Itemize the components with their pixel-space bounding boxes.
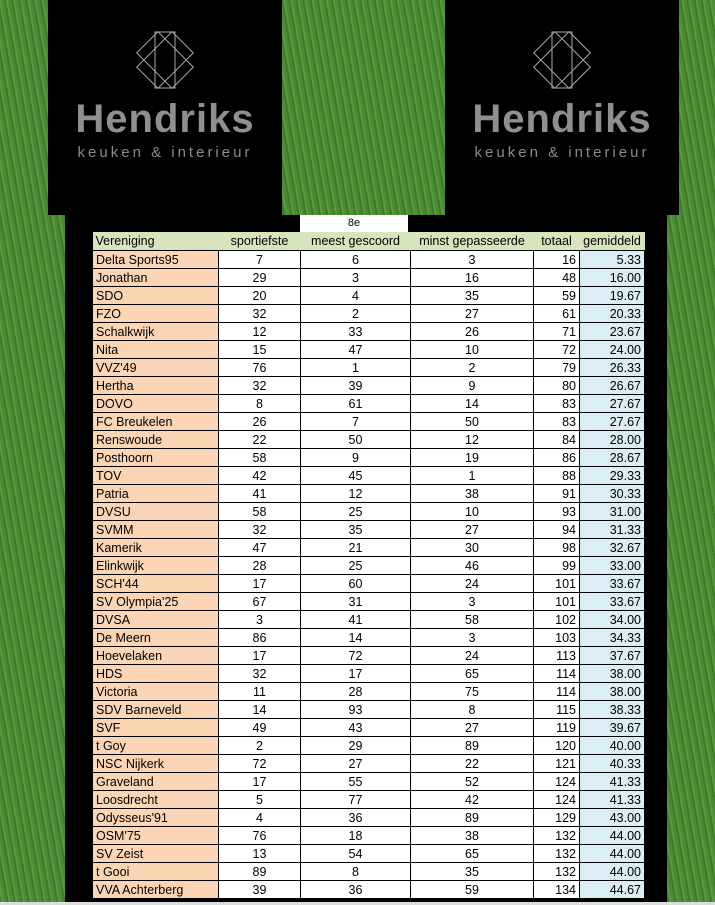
gemiddeld-value: 34.00 [580,611,645,629]
table-row [93,665,645,683]
club-name: SDV Barneveld [93,701,219,719]
gemiddeld-value: 28.67 [580,449,645,467]
gemiddeld-value: 40.33 [580,755,645,773]
meest-gescoord-value: 54 [301,845,411,863]
meest-gescoord-value: 47 [301,341,411,359]
table-row [93,773,645,791]
club-name: Loosdrecht [93,791,219,809]
gemiddeld-value: 27.67 [580,413,645,431]
totaal-value: 102 [534,611,580,629]
totaal-value: 101 [534,593,580,611]
meest-gescoord-value: 3 [301,269,411,287]
club-name: VVA Achterberg [93,881,219,899]
sportiefste-value: 26 [219,413,301,431]
totaal-value: 124 [534,791,580,809]
sportiefste-value: 14 [219,701,301,719]
sportiefste-value: 32 [219,665,301,683]
totaal-value: 99 [534,557,580,575]
table-row [93,269,645,287]
gemiddeld-value: 33.00 [580,557,645,575]
sportiefste-value: 76 [219,827,301,845]
table-row [93,521,645,539]
sportiefste-value: 29 [219,269,301,287]
club-name: SV Zeist [93,845,219,863]
gemiddeld-value: 31.33 [580,521,645,539]
totaal-value: 79 [534,359,580,377]
header-sportiefste: sportiefste [219,232,301,251]
totaal-value: 132 [534,863,580,881]
meest-gescoord-value: 27 [301,755,411,773]
totaal-value: 98 [534,539,580,557]
club-name: Jonathan [93,269,219,287]
meest-gescoord-value: 25 [301,503,411,521]
sportiefste-value: 41 [219,485,301,503]
table-row [93,629,645,647]
meest-gescoord-value: 8 [301,863,411,881]
sportiefste-value: 17 [219,647,301,665]
gemiddeld-value: 38.00 [580,683,645,701]
minst-gepasseerde-value: 27 [411,719,534,737]
meest-gescoord-value: 7 [301,413,411,431]
club-name: Kamerik [93,539,219,557]
club-name: OSM'75 [93,827,219,845]
sportiefste-value: 11 [219,683,301,701]
club-name: Patria [93,485,219,503]
gemiddeld-value: 44.00 [580,827,645,845]
totaal-value: 94 [534,521,580,539]
totaal-value: 86 [534,449,580,467]
club-name: DVSA [93,611,219,629]
sportiefste-value: 47 [219,539,301,557]
table-row [93,827,645,845]
table-row [93,593,645,611]
logo-brand: Hendriks [472,97,652,141]
table-row [93,413,645,431]
club-name: Delta Sports95 [93,251,219,269]
totaal-value: 72 [534,341,580,359]
table-row [93,575,645,593]
header-minst-gepasseerde: minst gepasseerde [411,232,534,251]
meest-gescoord-value: 33 [301,323,411,341]
logo-mark-icon [527,30,597,90]
meest-gescoord-value: 77 [301,791,411,809]
minst-gepasseerde-value: 22 [411,755,534,773]
totaal-value: 124 [534,773,580,791]
table-row [93,845,645,863]
club-name: Victoria [93,683,219,701]
club-name: t Goy [93,737,219,755]
standings-table [92,232,645,899]
logo-brand: Hendriks [75,97,255,141]
meest-gescoord-value: 39 [301,377,411,395]
club-name: SDO [93,287,219,305]
meest-gescoord-value: 41 [301,611,411,629]
minst-gepasseerde-value: 52 [411,773,534,791]
gemiddeld-value: 24.00 [580,341,645,359]
sportiefste-value: 32 [219,305,301,323]
club-name: TOV [93,467,219,485]
gemiddeld-value: 19.67 [580,287,645,305]
sportiefste-value: 5 [219,791,301,809]
header-totaal: totaal [534,232,580,251]
table-row [93,467,645,485]
sportiefste-value: 8 [219,395,301,413]
gemiddeld-value: 26.67 [580,377,645,395]
gemiddeld-value: 34.33 [580,629,645,647]
minst-gepasseerde-value: 16 [411,269,534,287]
table-row [93,305,645,323]
gemiddeld-value: 27.67 [580,395,645,413]
minst-gepasseerde-value: 14 [411,395,534,413]
meest-gescoord-value: 45 [301,467,411,485]
logo-tagline: keuken & interieur [77,144,253,161]
totaal-value: 48 [534,269,580,287]
minst-gepasseerde-value: 27 [411,305,534,323]
club-name: Schalkwijk [93,323,219,341]
gemiddeld-value: 41.33 [580,773,645,791]
logo-mark-icon [130,30,200,90]
club-name: FZO [93,305,219,323]
table-row [93,881,645,899]
minst-gepasseerde-value: 65 [411,845,534,863]
sportiefste-value: 89 [219,863,301,881]
table-row [93,647,645,665]
minst-gepasseerde-value: 30 [411,539,534,557]
table-row [93,809,645,827]
gemiddeld-value: 23.67 [580,323,645,341]
gemiddeld-value: 44.00 [580,863,645,881]
totaal-value: 114 [534,665,580,683]
table-row [93,863,645,881]
sportiefste-value: 17 [219,773,301,791]
meest-gescoord-value: 18 [301,827,411,845]
totaal-value: 59 [534,287,580,305]
gemiddeld-value: 33.67 [580,593,645,611]
gemiddeld-value: 32.67 [580,539,645,557]
minst-gepasseerde-value: 27 [411,521,534,539]
minst-gepasseerde-value: 24 [411,575,534,593]
table-row [93,341,645,359]
table-row [93,377,645,395]
meest-gescoord-value: 29 [301,737,411,755]
table-row [93,359,645,377]
minst-gepasseerde-value: 38 [411,485,534,503]
table-row [93,557,645,575]
minst-gepasseerde-value: 75 [411,683,534,701]
sportiefste-value: 86 [219,629,301,647]
table-row [93,539,645,557]
club-name: Hertha [93,377,219,395]
totaal-value: 103 [534,629,580,647]
gemiddeld-value: 29.33 [580,467,645,485]
minst-gepasseerde-value: 58 [411,611,534,629]
meest-gescoord-value: 36 [301,809,411,827]
club-name: SV Olympia'25 [93,593,219,611]
totaal-value: 61 [534,305,580,323]
club-name: VVZ'49 [93,359,219,377]
minst-gepasseerde-value: 24 [411,647,534,665]
table-row [93,683,645,701]
gemiddeld-value: 26.33 [580,359,645,377]
totaal-value: 121 [534,755,580,773]
sportiefste-value: 17 [219,575,301,593]
meest-gescoord-value: 6 [301,251,411,269]
minst-gepasseerde-value: 19 [411,449,534,467]
meest-gescoord-value: 25 [301,557,411,575]
meest-gescoord-value: 4 [301,287,411,305]
totaal-value: 84 [534,431,580,449]
club-name: SVMM [93,521,219,539]
sportiefste-value: 12 [219,323,301,341]
sportiefste-value: 20 [219,287,301,305]
minst-gepasseerde-value: 35 [411,287,534,305]
meest-gescoord-value: 28 [301,683,411,701]
table-row [93,323,645,341]
meest-gescoord-value: 14 [301,629,411,647]
totaal-value: 134 [534,881,580,899]
gemiddeld-value: 28.00 [580,431,645,449]
sportiefste-value: 32 [219,377,301,395]
gemiddeld-value: 5.33 [580,251,645,269]
table-row [93,791,645,809]
table-row [93,485,645,503]
gemiddeld-value: 30.33 [580,485,645,503]
totaal-value: 129 [534,809,580,827]
club-name: Renswoude [93,431,219,449]
club-name: HDS [93,665,219,683]
meest-gescoord-value: 12 [301,485,411,503]
minst-gepasseerde-value: 12 [411,431,534,449]
totaal-value: 119 [534,719,580,737]
meest-gescoord-value: 31 [301,593,411,611]
minst-gepasseerde-value: 50 [411,413,534,431]
gemiddeld-value: 37.67 [580,647,645,665]
sportiefste-value: 28 [219,557,301,575]
minst-gepasseerde-value: 3 [411,629,534,647]
totaal-value: 115 [534,701,580,719]
sportiefste-value: 32 [219,521,301,539]
club-name: De Meern [93,629,219,647]
club-name: Hoevelaken [93,647,219,665]
table-row [93,719,645,737]
minst-gepasseerde-value: 2 [411,359,534,377]
minst-gepasseerde-value: 10 [411,503,534,521]
meest-gescoord-value: 9 [301,449,411,467]
sportiefste-value: 72 [219,755,301,773]
meest-gescoord-value: 50 [301,431,411,449]
minst-gepasseerde-value: 89 [411,737,534,755]
totaal-value: 120 [534,737,580,755]
minst-gepasseerde-value: 46 [411,557,534,575]
minst-gepasseerde-value: 26 [411,323,534,341]
table-row [93,431,645,449]
header-gemiddeld: gemiddeld [580,232,645,251]
gemiddeld-value: 31.00 [580,503,645,521]
totaal-value: 83 [534,395,580,413]
sportiefste-value: 67 [219,593,301,611]
table-row [93,395,645,413]
sportiefste-value: 7 [219,251,301,269]
meest-gescoord-value: 55 [301,773,411,791]
sportiefste-value: 76 [219,359,301,377]
gemiddeld-value: 40.00 [580,737,645,755]
totaal-value: 88 [534,467,580,485]
meest-gescoord-value: 72 [301,647,411,665]
sportiefste-value: 15 [219,341,301,359]
gemiddeld-value: 43.00 [580,809,645,827]
meest-gescoord-value: 93 [301,701,411,719]
minst-gepasseerde-value: 59 [411,881,534,899]
club-name: DOVO [93,395,219,413]
totaal-value: 101 [534,575,580,593]
minst-gepasseerde-value: 42 [411,791,534,809]
meest-gescoord-value: 61 [301,395,411,413]
totaal-value: 132 [534,827,580,845]
club-name: Graveland [93,773,219,791]
totaal-value: 80 [534,377,580,395]
round-label: 8e [300,215,408,232]
table-row [93,251,645,269]
totaal-value: 93 [534,503,580,521]
totaal-value: 91 [534,485,580,503]
meest-gescoord-value: 36 [301,881,411,899]
logo-tagline: keuken & interieur [474,144,650,161]
sponsor-logo-left [48,0,282,215]
header-row [93,232,645,251]
meest-gescoord-value: 1 [301,359,411,377]
meest-gescoord-value: 35 [301,521,411,539]
meest-gescoord-value: 2 [301,305,411,323]
minst-gepasseerde-value: 65 [411,665,534,683]
sportiefste-value: 39 [219,881,301,899]
gemiddeld-value: 16.00 [580,269,645,287]
gemiddeld-value: 44.00 [580,845,645,863]
club-name: Posthoorn [93,449,219,467]
gemiddeld-value: 33.67 [580,575,645,593]
meest-gescoord-value: 60 [301,575,411,593]
club-name: Elinkwijk [93,557,219,575]
sportiefste-value: 13 [219,845,301,863]
table-row [93,755,645,773]
meest-gescoord-value: 21 [301,539,411,557]
minst-gepasseerde-value: 3 [411,593,534,611]
sportiefste-value: 4 [219,809,301,827]
club-name: DVSU [93,503,219,521]
table-row [93,287,645,305]
sportiefste-value: 49 [219,719,301,737]
sportiefste-value: 22 [219,431,301,449]
club-name: NSC Nijkerk [93,755,219,773]
table-row [93,449,645,467]
table-row [93,611,645,629]
meest-gescoord-value: 17 [301,665,411,683]
gemiddeld-value: 20.33 [580,305,645,323]
club-name: t Gooi [93,863,219,881]
club-name: Nita [93,341,219,359]
table-row [93,701,645,719]
totaal-value: 71 [534,323,580,341]
gemiddeld-value: 38.33 [580,701,645,719]
header-vereniging: Vereniging [93,232,219,251]
sportiefste-value: 58 [219,503,301,521]
sportiefste-value: 42 [219,467,301,485]
totaal-value: 132 [534,845,580,863]
meest-gescoord-value: 43 [301,719,411,737]
table-row [93,737,645,755]
sponsor-logo-right [445,0,679,215]
club-name: SCH'44 [93,575,219,593]
minst-gepasseerde-value: 3 [411,251,534,269]
gemiddeld-value: 41.33 [580,791,645,809]
minst-gepasseerde-value: 35 [411,863,534,881]
totaal-value: 16 [534,251,580,269]
minst-gepasseerde-value: 89 [411,809,534,827]
minst-gepasseerde-value: 38 [411,827,534,845]
totaal-value: 83 [534,413,580,431]
gemiddeld-value: 38.00 [580,665,645,683]
sportiefste-value: 58 [219,449,301,467]
minst-gepasseerde-value: 10 [411,341,534,359]
gemiddeld-value: 44.67 [580,881,645,899]
minst-gepasseerde-value: 1 [411,467,534,485]
gemiddeld-value: 39.67 [580,719,645,737]
sportiefste-value: 2 [219,737,301,755]
sportiefste-value: 3 [219,611,301,629]
table-row [93,503,645,521]
club-name: FC Breukelen [93,413,219,431]
minst-gepasseerde-value: 9 [411,377,534,395]
totaal-value: 114 [534,683,580,701]
header-meest-gescoord: meest gescoord [301,232,411,251]
club-name: Odysseus'91 [93,809,219,827]
minst-gepasseerde-value: 8 [411,701,534,719]
totaal-value: 113 [534,647,580,665]
club-name: SVF [93,719,219,737]
